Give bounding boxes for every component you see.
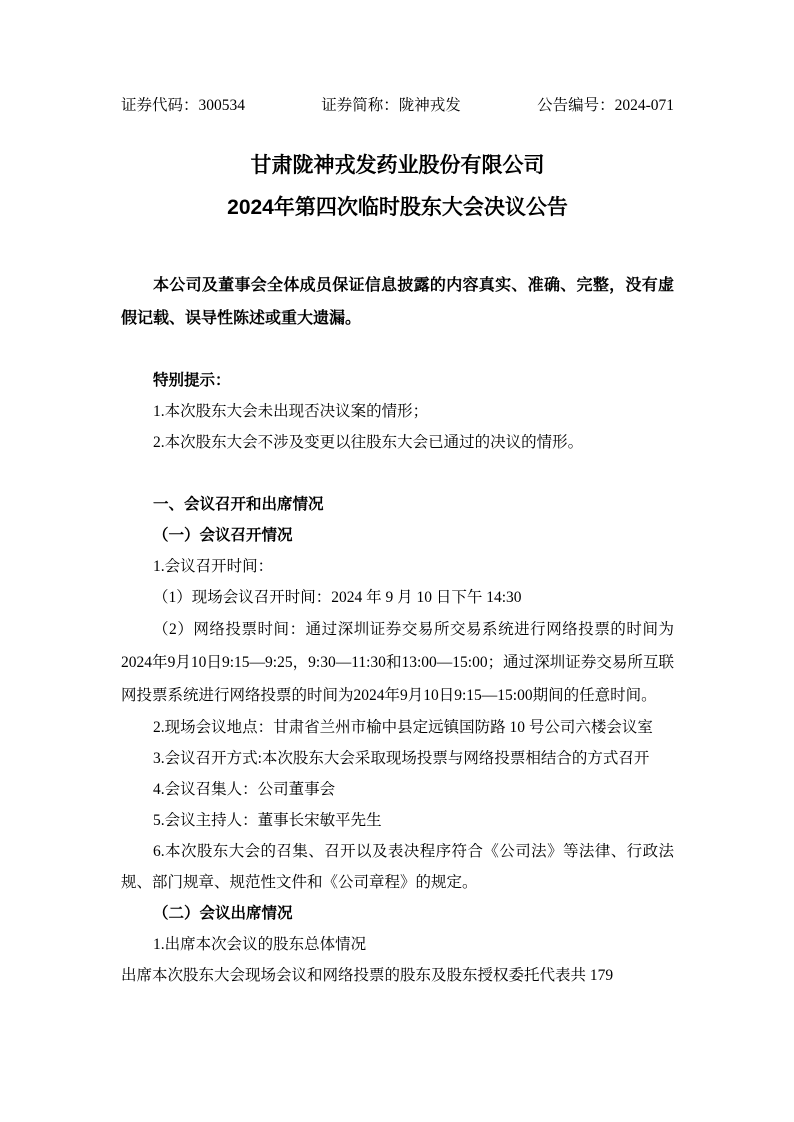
meeting-time-label: 1.会议召开时间： [153, 558, 274, 575]
special-notice-item-1: 1.本次股东大会未出现否决议案的情形； [153, 403, 429, 420]
meeting-resolution-title: 2024年第四次临时股东大会决议公告 [227, 196, 568, 219]
special-notice-heading: 特别提示： [153, 372, 231, 389]
document-title [121, 145, 674, 229]
meeting-convener: 4.会议召集人：公司董事会 [153, 781, 336, 798]
network-vote-time: （2）网络投票时间：通过深圳证券交易所交易系统进行网络投票的时间为2024年9月10日9:15—9:25，9:30—11:30和13:00—15:00；通过深圳证券交易所互联网投票系统进行网络投票的时间为2024年9月10日9:15—15:00期间的任意时间。 [121, 621, 674, 704]
section1-2-heading: （二）会议出席情况 [153, 905, 293, 922]
document-header [121, 95, 674, 117]
section1-1-heading: （一）会议召开情况 [153, 527, 293, 544]
section1-heading: 一、会议召开和出席情况 [153, 496, 324, 513]
onsite-location: 2.现场会议地点：甘肃省兰州市榆中县定远镇国防路 10 号公司六楼会议室 [153, 719, 653, 736]
attendance-overview-label: 1.出席本次会议的股东总体情况 [153, 936, 367, 953]
attendance-detail: 出席本次股东大会现场会议和网络投票的股东及股东授权委托代表共 179 [121, 967, 614, 984]
stock-abbr: 证券简称：陇神戎发 [321, 97, 461, 114]
company-name-title: 甘肃陇神戎发药业股份有限公司 [250, 154, 545, 177]
integrity-statement: 本公司及董事会全体成员保证信息披露的内容真实、准确、完整，没有虚假记载、误导性陈述或重大遗漏。 [121, 277, 674, 327]
announcement-number: 公告编号：2024-071 [537, 97, 674, 114]
onsite-meeting-time: （1）现场会议召开时间：2024 年 9 月 10 日下午 14:30 [153, 589, 522, 606]
meeting-method: 3.会议召开方式:本次股东大会采取现场投票与网络投票相结合的方式召开 [153, 750, 650, 767]
meeting-host: 5.会议主持人：董事长宋敏平先生 [153, 812, 382, 829]
special-notice-item-2: 2.本次股东大会不涉及变更以往股东大会已通过的决议的情形。 [153, 434, 584, 451]
stock-code: 证券代码：300534 [121, 97, 246, 114]
procedure-statement: 6.本次股东大会的召集、召开以及表决程序符合《公司法》等法律、行政法规、部门规章、规范性文件和《公司章程》的规定。 [121, 843, 674, 891]
